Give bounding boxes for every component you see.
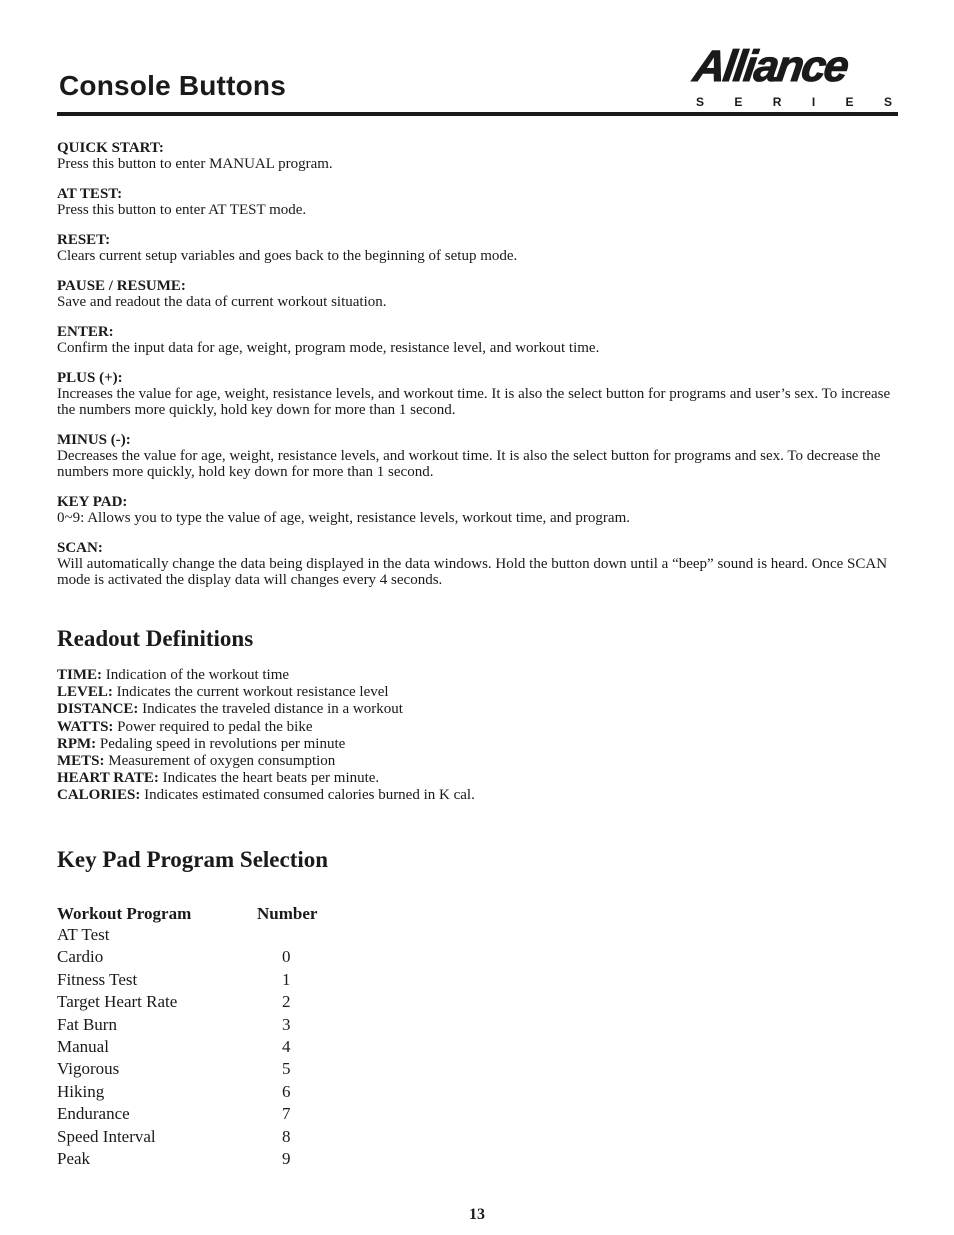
readout-desc: Indicates the heart beats per minute. xyxy=(158,770,380,787)
header-rule xyxy=(57,112,898,116)
button-definition-key-pad xyxy=(57,494,897,526)
table-row xyxy=(57,1037,327,1059)
alliance-series-logo xyxy=(690,42,902,114)
program-number: 9 xyxy=(282,1148,291,1168)
table-row xyxy=(57,970,327,992)
readout-item-watts xyxy=(57,719,475,736)
readout-item-rpm xyxy=(57,736,475,753)
table-row xyxy=(57,925,327,947)
readout-item-heart-rate xyxy=(57,770,475,787)
button-definition-enter xyxy=(57,324,897,356)
readout-definitions-heading: Readout Definitions xyxy=(57,626,254,651)
button-description: Increases the value for age, weight, resistance levels, and workout time. It is also the select button for programs and user’s sex. To increase the numbers more quickly, hold key down for more than 1 second. xyxy=(57,386,891,418)
readout-term: TIME: xyxy=(57,667,102,683)
program-name: Manual xyxy=(57,1036,109,1056)
button-definition-reset xyxy=(57,232,897,264)
readout-term: CALORIES: xyxy=(57,787,141,804)
program-name: Fat Burn xyxy=(57,1014,117,1034)
readout-desc: Indicates the current workout resistance level xyxy=(112,684,389,701)
logo-letter: R xyxy=(772,95,782,109)
column-header-workout-program: Workout Program xyxy=(57,904,192,923)
readout-desc: Indicates estimated consumed calories burned in K cal. xyxy=(140,787,475,804)
program-number: 4 xyxy=(282,1036,291,1056)
program-name: Peak xyxy=(57,1148,91,1168)
logo-wordmark: Alliance xyxy=(690,42,851,91)
program-number: 7 xyxy=(282,1104,291,1124)
logo-letter: E xyxy=(845,95,854,109)
program-name: Endurance xyxy=(57,1104,130,1124)
logo-letter: E xyxy=(734,95,743,109)
program-name: Cardio xyxy=(57,947,104,967)
program-number: 8 xyxy=(282,1126,291,1146)
program-number: 2 xyxy=(282,992,291,1012)
button-description: Press this button to enter MANUAL program. xyxy=(57,156,333,172)
table-header-row xyxy=(57,903,327,925)
table-row xyxy=(57,1127,327,1149)
program-selection-table xyxy=(57,903,327,1171)
readout-item-calories xyxy=(57,787,475,804)
button-description: 0~9: Allows you to type the value of age, weight, resistance levels, workout time, and program. xyxy=(57,510,630,526)
button-description: Confirm the input data for age, weight, program mode, resistance level, and workout time. xyxy=(57,340,600,356)
page-number: 13 xyxy=(469,1206,485,1223)
table-row xyxy=(57,947,327,969)
button-name: SCAN: xyxy=(57,540,103,556)
program-name: AT Test xyxy=(57,925,110,944)
readout-term: HEART RATE: xyxy=(57,770,159,787)
button-description: Decreases the value for age, weight, resistance levels, and workout time. It is also the select button for programs and sex. To decrease the numbers more quickly, hold key down for more than 1 second. xyxy=(57,448,881,480)
readout-item-mets xyxy=(57,753,475,770)
table-row xyxy=(57,1149,327,1171)
program-number: 3 xyxy=(282,1014,291,1034)
button-definition-minus xyxy=(57,432,897,480)
readout-term: RPM: xyxy=(57,735,97,752)
logo-letter: S xyxy=(883,95,892,109)
readout-term: DISTANCE: xyxy=(57,701,139,718)
readout-item-distance xyxy=(57,701,475,718)
key-pad-program-selection-heading: Key Pad Program Selection xyxy=(57,847,329,872)
button-definition-at-test xyxy=(57,186,897,218)
button-name: QUICK START: xyxy=(57,140,164,156)
button-description: Will automatically change the data being displayed in the data windows. Hold the button down until a “beep” sound is heard. Once SCAN mode is activated the display data will changes every 4 seconds. xyxy=(57,556,888,588)
table-row xyxy=(57,1059,327,1081)
button-definition-plus xyxy=(57,370,897,418)
program-number: 5 xyxy=(282,1059,291,1079)
logo-letter: S xyxy=(696,95,705,109)
button-definition-pause-resume xyxy=(57,278,897,310)
button-description: Save and readout the data of current workout situation. xyxy=(57,294,387,310)
program-name: Target Heart Rate xyxy=(57,992,178,1012)
readout-desc: Measurement of oxygen consumption xyxy=(104,753,336,770)
readout-desc: Indicates the traveled distance in a workout xyxy=(138,701,403,718)
readout-desc: Indication of the workout time xyxy=(102,667,290,683)
readout-term: WATTS: xyxy=(57,718,114,735)
program-number: 0 xyxy=(282,947,291,967)
table-row xyxy=(57,992,327,1014)
column-header-number: Number xyxy=(257,904,318,923)
readout-desc: Pedaling speed in revolutions per minute xyxy=(96,735,346,752)
program-number: 1 xyxy=(282,969,291,989)
program-number xyxy=(257,925,327,947)
button-name: RESET: xyxy=(57,232,111,248)
page-title: Console Buttons xyxy=(59,70,286,101)
program-number: 6 xyxy=(282,1081,291,1101)
table-row xyxy=(57,1082,327,1104)
program-name: Hiking xyxy=(57,1081,105,1101)
button-definition-quick-start xyxy=(57,140,897,172)
button-name: ENTER: xyxy=(57,324,114,340)
button-name: AT TEST: xyxy=(57,186,123,202)
program-name: Vigorous xyxy=(57,1059,120,1079)
logo-letter: I xyxy=(811,95,816,109)
button-description: Press this button to enter AT TEST mode. xyxy=(57,202,307,218)
button-name: KEY PAD: xyxy=(57,494,128,510)
button-definition-scan xyxy=(57,540,897,588)
readout-item-level xyxy=(57,684,475,701)
logo-series-letters xyxy=(696,95,892,109)
readout-desc: Power required to pedal the bike xyxy=(113,718,313,735)
readout-term: LEVEL: xyxy=(57,684,113,701)
button-name: MINUS (-): xyxy=(57,432,131,448)
table-row xyxy=(57,1015,327,1037)
button-name: PAUSE / RESUME: xyxy=(57,278,186,294)
button-name: PLUS (+): xyxy=(57,370,123,386)
program-name: Speed Interval xyxy=(57,1126,156,1146)
button-description: Clears current setup variables and goes back to the beginning of setup mode. xyxy=(57,248,518,264)
readout-definitions-list xyxy=(57,667,475,805)
readout-term: METS: xyxy=(57,753,105,770)
readout-item-time xyxy=(57,667,475,684)
table-row xyxy=(57,1104,327,1126)
program-name: Fitness Test xyxy=(57,969,138,989)
console-buttons-list xyxy=(57,140,897,602)
